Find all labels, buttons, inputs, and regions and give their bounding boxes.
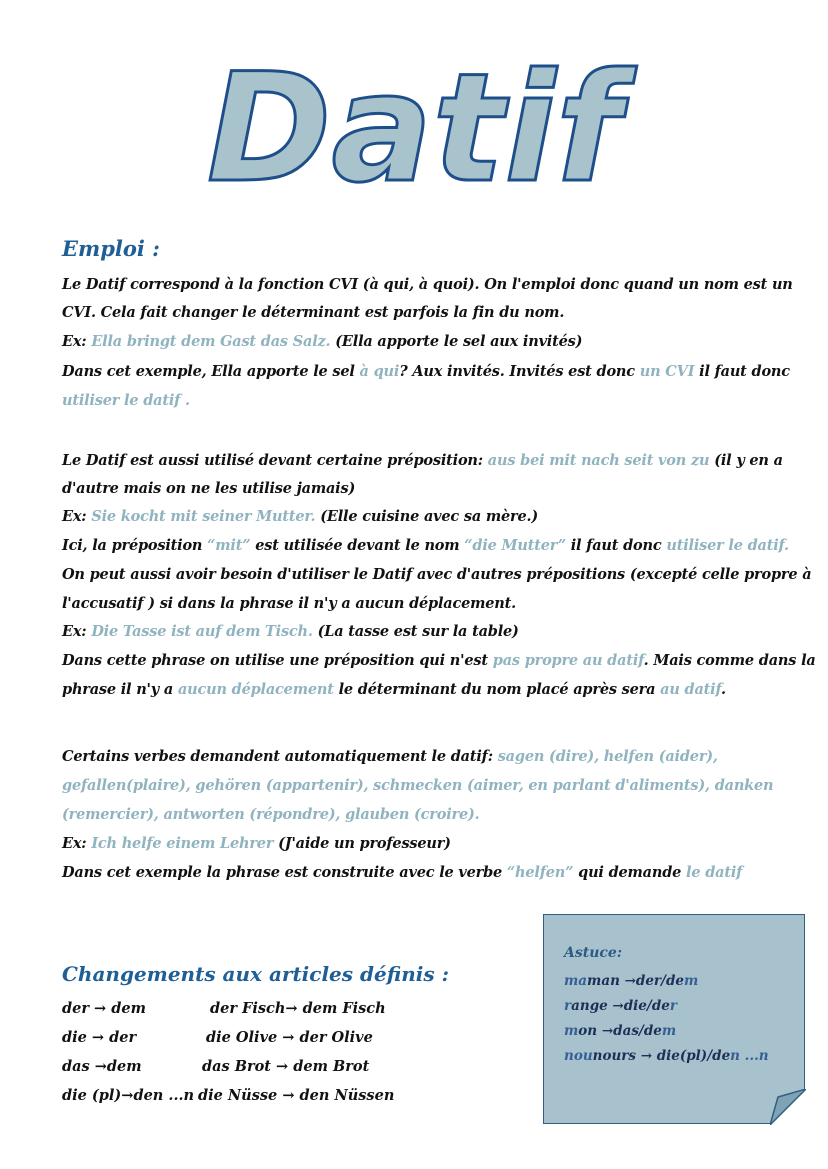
astuce-note xyxy=(543,914,805,1124)
page-title xyxy=(0,28,828,208)
text-span: est utilisée devant le nom xyxy=(255,537,460,554)
french-translation: (Ella apporte le sel aux invités) xyxy=(335,333,583,350)
note-text: on →das/de xyxy=(578,1023,662,1039)
example-line xyxy=(62,333,582,350)
note-hint: r xyxy=(669,998,677,1014)
text-line xyxy=(62,748,718,765)
highlight-span: “die Mutter” xyxy=(464,537,566,554)
article-example: die Olive → der Olive xyxy=(206,1029,373,1046)
note-line xyxy=(564,1048,769,1064)
note-hint: m xyxy=(684,973,699,989)
article-rule: die (pl)→den ...n xyxy=(62,1087,195,1104)
text-span: il faut donc xyxy=(570,537,662,554)
french-translation: (La tasse est sur la table) xyxy=(317,623,519,640)
article-rule: die → der xyxy=(62,1029,137,1046)
text-line xyxy=(62,363,790,380)
text-line xyxy=(62,452,783,469)
article-rule: der → dem xyxy=(62,1000,146,1017)
text-line: Le Datif correspond à la fonction CVI (à qui, à quoi). On l'emploi donc quand un nom est un xyxy=(62,276,793,293)
text-span: phrase il n'y a xyxy=(62,681,174,698)
text-line: d'autre mais on ne les utilise jamais) xyxy=(62,480,356,497)
example-label: Ex: xyxy=(62,333,87,350)
text-span: Dans cette phrase on utilise une préposition qui n'est xyxy=(62,652,488,669)
note-text: nours → die(pl)/de xyxy=(592,1048,731,1064)
note-title: Astuce: xyxy=(564,945,622,961)
text-span: Ici, la préposition xyxy=(62,537,203,554)
text-span: Dans cet exemple, Ella apporte le sel xyxy=(62,363,355,380)
german-example: Die Tasse ist auf dem Tisch. xyxy=(91,623,313,640)
highlight-line: gefallen(plaire), gehören (appartenir), schmecken (aimer, en parlant d'aliments), danken xyxy=(62,777,774,794)
text-span: Certains verbes demandent automatiquement le datif: xyxy=(62,748,493,765)
note-hint: m xyxy=(564,1023,579,1039)
note-line xyxy=(564,998,677,1014)
highlight-span: aucun déplacement xyxy=(177,681,334,698)
example-label: Ex: xyxy=(62,623,87,640)
note-text: man →der/de xyxy=(587,973,685,989)
text-line xyxy=(62,681,726,698)
example-label: Ex: xyxy=(62,508,87,525)
note-hint: nou xyxy=(564,1048,593,1064)
highlight-line: utiliser le datif . xyxy=(62,392,190,409)
section-heading-emploi: Emploi : xyxy=(62,236,160,261)
text-line xyxy=(62,864,742,881)
highlight-span: un CVI xyxy=(639,363,695,380)
highlight-span: à qui xyxy=(359,363,400,380)
note-hint: r xyxy=(564,998,572,1014)
note-hint: n ...n xyxy=(730,1048,769,1064)
text-span: . Mais comme dans la xyxy=(643,652,816,669)
example-line xyxy=(62,508,538,525)
example-label: Ex: xyxy=(62,835,87,852)
text-line: CVI. Cela fait changer le déterminant est parfois la fin du nom. xyxy=(62,304,565,321)
text-span: Le Datif est aussi utilisé devant certaine préposition: xyxy=(62,452,483,469)
french-translation: (Elle cuisine avec sa mère.) xyxy=(320,508,539,525)
german-example: Sie kocht mit seiner Mutter. xyxy=(91,508,316,525)
text-line: On peut aussi avoir besoin d'utiliser le Datif avec d'autres prépositions (excepté celle propre à xyxy=(62,566,812,583)
highlight-span: sagen (dire), helfen (aider), xyxy=(497,748,718,765)
highlight-line: (remercier), antworten (répondre), glauben (croire). xyxy=(62,806,480,823)
text-span: le déterminant du nom placé après sera xyxy=(338,681,656,698)
section-heading-articles: Changements aux articles définis : xyxy=(62,962,449,986)
highlight-span: “helfen” xyxy=(506,864,574,881)
article-example: das Brot → dem Brot xyxy=(202,1058,370,1075)
french-translation: (J'aide un professeur) xyxy=(278,835,451,852)
note-line xyxy=(564,973,698,989)
page-curl-icon xyxy=(770,1089,806,1125)
article-example: die Nüsse → den Nüssen xyxy=(198,1087,395,1104)
text-span: (il y en a xyxy=(714,452,783,469)
highlight-span: pas propre au datif xyxy=(492,652,644,669)
article-example: der Fisch→ dem Fisch xyxy=(210,1000,386,1017)
text-span: . xyxy=(721,681,726,698)
article-rule: das →dem xyxy=(62,1058,142,1075)
title-text: Datif xyxy=(206,42,622,208)
text-span: Dans cet exemple la phrase est construite avec le verbe xyxy=(62,864,503,881)
highlight-span: au datif xyxy=(660,681,721,698)
example-line xyxy=(62,835,451,852)
highlight-span: le datif xyxy=(686,864,743,881)
note-hint: ma xyxy=(564,973,588,989)
example-line xyxy=(62,623,519,640)
german-example: Ella bringt dem Gast das Salz. xyxy=(91,333,331,350)
note-line xyxy=(564,1023,676,1039)
highlight-span: “mit” xyxy=(207,537,251,554)
text-span: ? Aux invités. Invités est donc xyxy=(399,363,635,380)
text-span: il faut donc xyxy=(699,363,790,380)
note-hint: m xyxy=(661,1023,677,1039)
text-span: qui demande xyxy=(578,864,682,881)
text-line xyxy=(62,537,789,554)
text-line xyxy=(62,652,816,669)
highlight-span: aus bei mit nach seit von zu xyxy=(487,452,710,469)
note-text: ange →die/de xyxy=(571,998,670,1014)
highlight-span: utiliser le datif. xyxy=(666,537,789,554)
german-example: Ich helfe einem Lehrer xyxy=(91,835,274,852)
text-line: l'accusatif ) si dans la phrase il n'y a aucun déplacement. xyxy=(62,595,516,612)
